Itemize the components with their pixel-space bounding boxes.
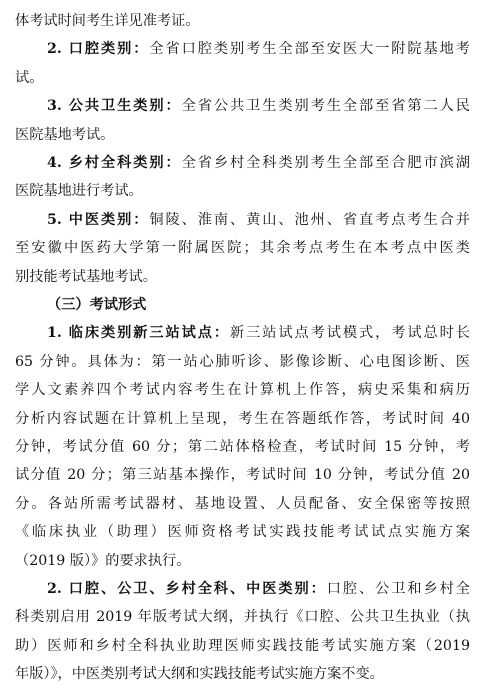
line-content	[47, 149, 470, 177]
text-line	[47, 149, 470, 177]
body-text: （2019 版）》的要求执行。	[15, 552, 191, 569]
text-line	[47, 206, 470, 234]
text-line	[15, 121, 475, 149]
body-text: 试。	[15, 69, 44, 86]
body-text: 《临床执业（助理）医师资格考试实践技能考试试点实施方案	[15, 524, 470, 541]
line-content	[15, 461, 470, 489]
body-text: 分析内容试题在计算机上呈现，考生在答题纸作答，考试时间 40	[15, 410, 470, 427]
text-line	[15, 433, 470, 461]
line-content	[47, 291, 146, 319]
line-content	[15, 547, 190, 575]
line-content	[15, 7, 199, 35]
text-line	[47, 35, 470, 63]
body-text: 分。各站所需考试器材、基地设置、人员配备、安全保密等按照	[15, 495, 470, 512]
line-content	[15, 177, 143, 205]
body-text: 助）医师和乡村全科执业助理医师实践技能考试实施方案（2019	[15, 637, 470, 654]
body-text: 新三站试点考试模式，考试总时长	[229, 325, 470, 342]
line-content	[15, 603, 470, 631]
text-line	[15, 263, 475, 291]
body-text: 铜陵、淮南、黄山、池州、省直考点考生合并	[149, 211, 470, 228]
text-line	[15, 490, 470, 518]
line-content	[47, 575, 470, 603]
line-content	[15, 376, 470, 404]
line-content	[15, 234, 470, 262]
bold-lead: 2. 口腔类别：	[47, 41, 150, 58]
body-text: 全省口腔类别考生全部至安医大一附院基地考	[149, 41, 470, 58]
text-line	[47, 575, 470, 603]
text-line	[15, 461, 470, 489]
body-text: 医院基地考试。	[15, 126, 115, 143]
body-text: 65 分钟。具体为：第一站心肺听诊、影像诊断、心电图诊断、医	[15, 353, 470, 370]
body-text: 全省乡村全科类别考生全部至合肥市滨湖	[181, 155, 470, 171]
text-line	[15, 518, 470, 546]
line-content	[47, 319, 470, 347]
line-content	[15, 263, 157, 291]
bold-lead: 2. 口腔、公卫、乡村全科、中医类别：	[47, 581, 327, 597]
body-text: 年版）》，中医类别考试大纲和实践技能考试实施方案不变。	[15, 666, 384, 683]
body-text: 学人文素养四个考试内容考生在计算机上作答，病史采集和病历	[15, 382, 470, 399]
text-line	[15, 376, 470, 404]
line-content	[47, 206, 470, 234]
line-content	[15, 405, 470, 433]
line-content	[15, 632, 470, 660]
bold-lead: （三）考试形式	[47, 297, 147, 313]
text-line	[15, 234, 470, 262]
body-text: 口腔、公卫和乡村全	[326, 581, 470, 597]
line-content	[15, 121, 114, 149]
body-text: 别技能考试基地考试。	[15, 268, 157, 285]
text-line	[15, 64, 475, 92]
line-content	[15, 518, 470, 546]
text-line	[47, 92, 470, 120]
body-text: 试分值 20 分；第三站基本操作，考试时间 10 分钟，考试分值 20	[15, 467, 470, 484]
text-line	[15, 348, 470, 376]
line-content	[15, 433, 470, 461]
body-text: 体考试时间考生详见准考证。	[15, 13, 200, 29]
text-line	[15, 177, 475, 205]
text-line	[15, 405, 470, 433]
bold-lead: 1. 临床类别新三站试点：	[47, 325, 230, 342]
body-text: 科类别启用 2019 年版考试大纲，并执行《口腔、公共卫生执业（执	[15, 609, 470, 626]
line-content	[15, 64, 43, 92]
text-line	[15, 632, 470, 660]
text-line	[15, 603, 470, 631]
body-text: 医院基地进行考试。	[15, 183, 143, 200]
body-text: 分钟，考试分值 60 分；第二站体格检查，考试时间 15 分钟，考	[15, 439, 470, 455]
text-line	[47, 319, 470, 347]
line-content	[47, 92, 470, 120]
text-line	[15, 547, 475, 575]
text-line	[15, 7, 475, 35]
bold-lead: 5. 中医类别：	[47, 211, 150, 228]
line-content	[15, 348, 470, 376]
body-text: 全省公共卫生类别考生全部至省第二人民	[181, 98, 470, 115]
text-line	[47, 291, 470, 319]
line-content	[15, 660, 384, 688]
body-text: 至安徽中医药大学第一附属医院；其余考点考生在本考点中医类	[15, 240, 470, 257]
bold-lead: 3. 公共卫生类别：	[47, 98, 182, 115]
bold-lead: 4. 乡村全科类别：	[47, 155, 182, 171]
text-line	[15, 660, 475, 688]
line-content	[15, 490, 470, 518]
line-content	[47, 35, 470, 63]
